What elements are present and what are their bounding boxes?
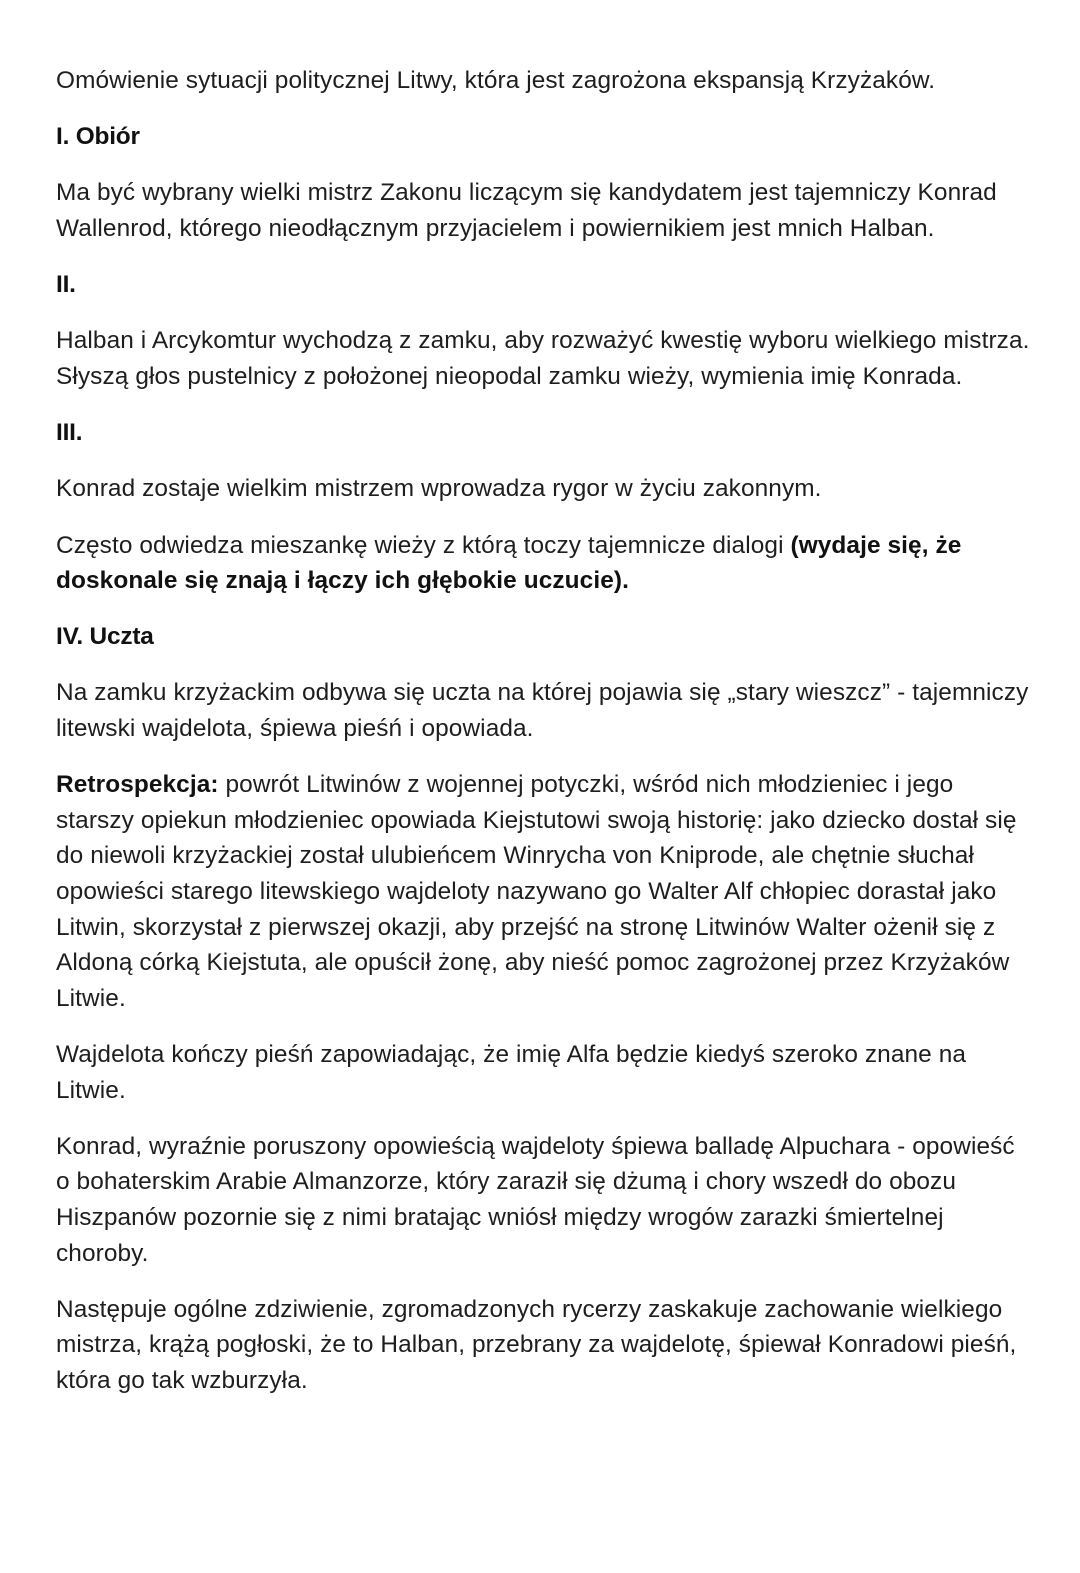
retrospection-label: Retrospekcja: (56, 771, 219, 799)
section-heading-obior: I. Obiór (56, 123, 140, 151)
section-heading-2: II. (56, 271, 76, 299)
section-4-paragraph-5: Następuje ogólne zdziwienie, zgromadzonych rycerzy zaskakuje zachowanie wielkiego mistrza, krążą pogłoski, że to Halban, przebrany za wajdelotę, śpiewał Konradowi pieśń, która go tak wzburzyła. (56, 1295, 1017, 1394)
section-3-plain-text: Często odwiedza mieszankę wieży z którą toczy tajemnicze dialogi (56, 531, 791, 559)
section-heading-uczta: IV. Uczta (56, 623, 154, 651)
retrospection-text: powrót Litwinów z wojennej potyczki, wśród nich młodzieniec i jego starszy opiekun młodzieniec opowiada Kiejstutowi swoją historię: jako dziecko dostał się do niewoli krzyżackiej został ulubieńcem Winrycha von Kniprode, ale chętnie słuchał opowieści starego litewskiego wajdeloty nazywano go Walter Alf chłopiec dorastał jako Litwin, skorzystał z pierwszej okazji, aby przejść na stronę Litwinów Walter ożenił się z Aldoną córką Kiejstuta, ale opuścił żonę, aby nieść pomoc zagrożonej przez Krzyżaków Litwie. (56, 771, 1017, 1012)
document-page (56, 63, 1031, 1419)
section-3-paragraph-2 (56, 528, 1031, 599)
retrospection-paragraph (56, 767, 1031, 1016)
intro-paragraph: Omówienie sytuacji politycznej Litwy, która jest zagrożona ekspansją Krzyżaków. (56, 67, 936, 94)
section-3-bold-text: (wydaje się, że doskonale się znają i łączy ich głębokie uczucie). (56, 531, 962, 595)
section-heading-3: III. (56, 419, 83, 447)
section-3-paragraph-1: Konrad zostaje wielkim mistrzem wprowadza rygor w życiu zakonnym. (56, 475, 822, 503)
section-4-paragraph-4: Konrad, wyraźnie poruszony opowieścią wajdeloty śpiewa balladę Alpuchara - opowieść o bohaterskim Arabie Almanzorze, który zaraził się dżumą i chory wszedł do obozu Hiszpanów pozornie się z nimi bratając wniósł między wrogów zarazki śmiertelnej choroby. (56, 1132, 1015, 1267)
section-1-paragraph: Ma być wybrany wielki mistrz Zakonu liczącym się kandydatem jest tajemniczy Konrad Wallenrod, którego nieodłącznym przyjacielem i powiernikiem jest mnich Halban. (56, 179, 997, 242)
section-2-paragraph: Halban i Arcykomtur wychodzą z zamku, aby rozważyć kwestię wyboru wielkiego mistrza. Słyszą głos pustelnicy z położonej nieopodal zamku wieży, wymienia imię Konrada. (56, 327, 1030, 390)
section-4-paragraph-3: Wajdelota kończy pieśń zapowiadając, że imię Alfa będzie kiedyś szeroko znane na Litwie. (56, 1041, 967, 1104)
section-4-paragraph-1: Na zamku krzyżackim odbywa się uczta na której pojawia się „stary wieszcz” - tajemniczy litewski wajdelota, śpiewa pieśń i opowiada. (56, 679, 1029, 743)
